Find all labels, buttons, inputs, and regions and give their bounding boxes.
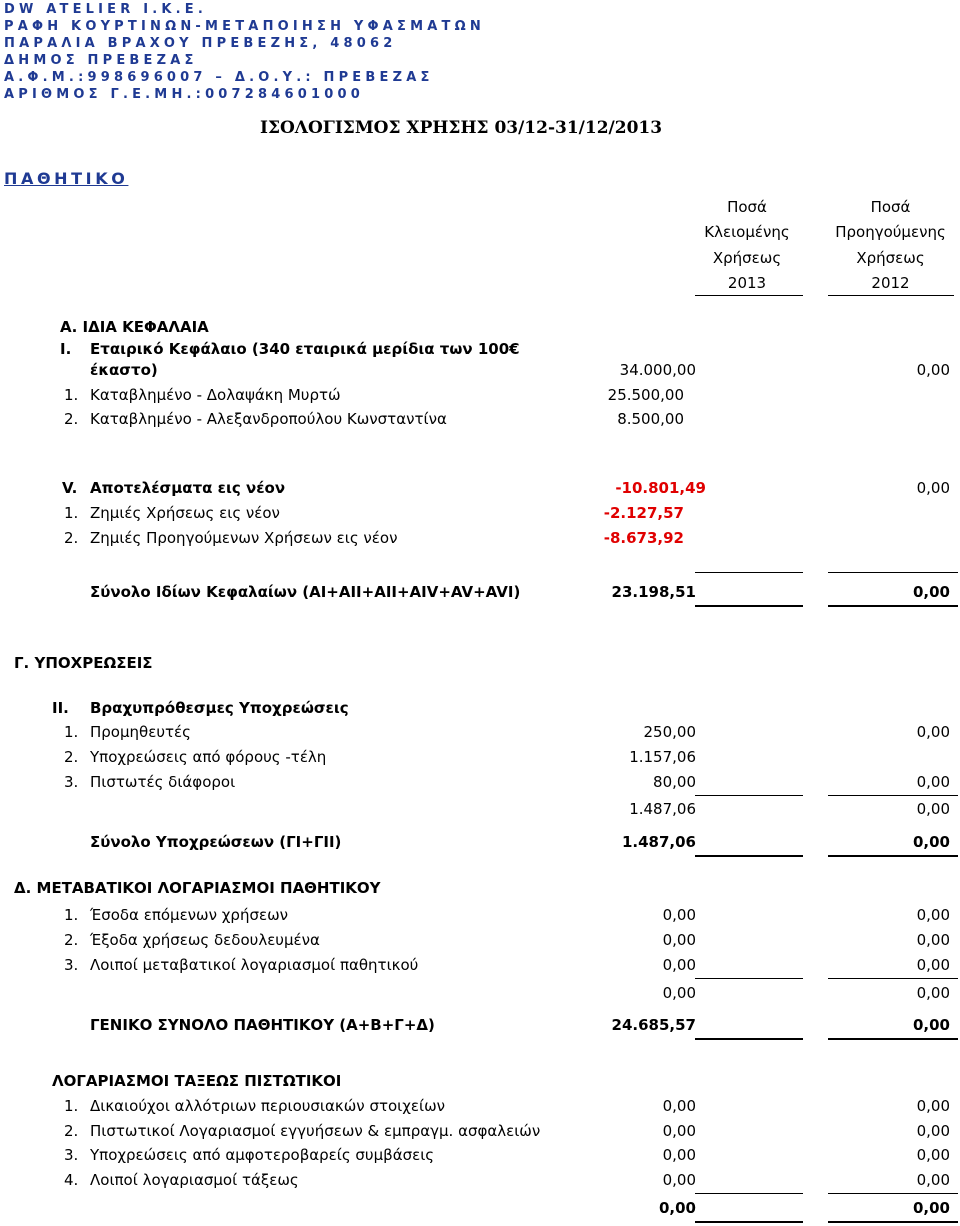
results-item-amount: -2.127,57 [603, 504, 684, 522]
memo-item-label: Πιστωτικοί Λογαριασμοί εγγυήσεων & εμπραγμ. ασφαλειών [90, 1122, 541, 1140]
section-a-heading: Α. ΙΔΙΑ ΚΕΦΑΛΑΙΑ [60, 318, 209, 336]
capital-item-amount: 8.500,00 [617, 410, 684, 428]
document-title: ΙΣΟΛΟΓΙΣΜΟΣ ΧΡΗΣΗΣ 03/12-31/12/2013 [260, 118, 663, 138]
memo-item-label: Υποχρεώσεις από αμφοτεροβαρείς συμβάσεις [90, 1146, 435, 1164]
capital-item-label: Καταβλημένο - Αλεξανδροπούλου Κωνσταντίνα [90, 410, 447, 428]
capital-label-1: Εταιρικό Κεφάλαιο (340 εταιρικά μερίδια των 100€ [90, 340, 520, 358]
side-label: ΠΑΘΗΤΙΚΟ [4, 169, 129, 188]
accrual-subtotal-topline [828, 978, 958, 979]
col-previous-line2: Προηγούμενης [835, 223, 946, 241]
liability-item-previous: 0,00 [916, 773, 950, 791]
col-previous-underline [828, 295, 954, 296]
liability-item-current: 1.157,06 [629, 748, 696, 766]
liability-subtotal-topline [828, 795, 958, 796]
results-label: Αποτελέσματα εις νέον [90, 479, 286, 497]
memo-item-num: 2. [64, 1122, 79, 1140]
accrual-item-previous: 0,00 [916, 906, 950, 924]
accrual-subtotal-topline [695, 978, 803, 979]
results-current: -10.801,49 [615, 479, 706, 497]
accrual-item-num: 3. [64, 956, 79, 974]
liabilities-total-underline [695, 855, 803, 857]
accrual-item-num: 2. [64, 931, 79, 949]
col-previous-year: 2012 [871, 274, 910, 292]
liabilities-total-previous: 0,00 [912, 833, 950, 851]
col-current-year: 2013 [727, 274, 767, 292]
company-municipality: ΔΗΜΟΣ ΠΡΕΒΕΖΑΣ [4, 53, 198, 68]
grand-total-label: ΓΕΝΙΚΟ ΣΥΝΟΛΟ ΠΑΘΗΤΙΚΟΥ (Α+Β+Γ+Δ) [90, 1016, 435, 1034]
company-gemi: ΑΡΙΘΜΟΣ Γ.Ε.ΜΗ.:007284601000 [4, 87, 365, 102]
equity-total-underline [828, 605, 958, 607]
accrual-item-current: 0,00 [662, 956, 696, 974]
results-previous: 0,00 [916, 479, 950, 497]
liabilities-total-underline [828, 855, 958, 857]
capital-item-label: Καταβλημένο - Δολαψάκη Μυρτώ [90, 386, 341, 404]
equity-total-previous: 0,00 [912, 583, 950, 601]
capital-item-num: 1. [64, 386, 79, 404]
capital-current: 34.000,00 [619, 361, 696, 379]
memo-item-previous: 0,00 [916, 1146, 950, 1164]
grand-total-underline [695, 1038, 803, 1040]
capital-previous: 0,00 [916, 361, 950, 379]
liability-subtotal-previous: 0,00 [916, 800, 950, 818]
capital-item-amount: 25.500,00 [607, 386, 684, 404]
accrual-item-label: Έσοδα επόμενων χρήσεων [90, 906, 289, 924]
company-afm: Α.Φ.Μ.:998696007 – Δ.Ο.Υ.: ΠΡΕΒΕΖΑΣ [4, 70, 434, 85]
liabilities-total-current: 1.487,06 [621, 833, 696, 851]
col-current-underline [695, 295, 803, 296]
memo-item-previous: 0,00 [916, 1171, 950, 1189]
liability-subtotal-topline [695, 795, 803, 796]
results-item-amount: -8.673,92 [603, 529, 684, 547]
memo-item-label: Δικαιούχοι αλλότριων περιουσιακών στοιχείων [90, 1097, 446, 1115]
company-name: DW ATELIER Ι.Κ.Ε. [4, 2, 207, 17]
accrual-item-previous: 0,00 [916, 931, 950, 949]
liability-item-current: 80,00 [653, 773, 696, 791]
results-item-label: Ζημιές Προηγούμενων Χρήσεων εις νέον [90, 529, 398, 547]
liability-item-current: 250,00 [643, 723, 696, 741]
memo-item-num: 4. [64, 1171, 79, 1189]
memo-item-current: 0,00 [662, 1146, 696, 1164]
results-item-num: 1. [64, 504, 79, 522]
section-d-heading: Δ. ΜΕΤΑΒΑΤΙΚΟΙ ΛΟΓΑΡΙΑΣΜΟΙ ΠΑΘΗΤΙΚΟΥ [14, 879, 381, 897]
short-term-label: Βραχυπρόθεσμες Υποχρεώσεις [90, 699, 349, 717]
capital-num: Ι. [60, 340, 72, 358]
equity-total-underline [695, 605, 803, 607]
liability-item-num: 1. [64, 723, 79, 741]
short-term-num: ΙΙ. [52, 699, 69, 717]
memo-total-current: 0,00 [658, 1199, 696, 1217]
accrual-item-num: 1. [64, 906, 79, 924]
col-previous-line3: Χρήσεως [856, 249, 925, 267]
memo-item-num: 1. [64, 1097, 79, 1115]
equity-total-label: Σύνολο Ιδίων Κεφαλαίων (ΑΙ+ΑΙΙ+ΑΙΙ+ΑΙV+AV+AVI) [90, 583, 521, 601]
accrual-subtotal-current: 0,00 [662, 984, 696, 1002]
liability-subtotal-current: 1.487,06 [629, 800, 696, 818]
results-num: V. [62, 479, 78, 497]
section-g-heading: Γ. ΥΠΟΧΡΕΩΣΕΙΣ [14, 654, 153, 672]
capital-label-2: έκαστο) [90, 361, 158, 379]
memo-total-previous: 0,00 [912, 1199, 950, 1217]
liability-item-label: Προμηθευτές [90, 723, 191, 741]
liability-item-previous: 0,00 [916, 723, 950, 741]
accrual-item-current: 0,00 [662, 931, 696, 949]
memo-total-underline [695, 1221, 803, 1223]
memo-total-underline [828, 1221, 958, 1223]
memo-item-current: 0,00 [662, 1122, 696, 1140]
liability-item-num: 2. [64, 748, 79, 766]
accrual-item-label: Λοιποί μεταβατικοί λογαριασμοί παθητικού [90, 956, 419, 974]
memo-heading: ΛΟΓΑΡΙΑΣΜΟΙ ΤΑΞΕΩΣ ΠΙΣΤΩΤΙΚΟΙ [52, 1072, 342, 1090]
memo-item-num: 3. [64, 1146, 79, 1164]
accrual-subtotal-previous: 0,00 [916, 984, 950, 1002]
col-previous-line1: Ποσά [870, 198, 911, 216]
equity-total-current: 23.198,51 [611, 583, 696, 601]
memo-item-label: Λοιποί λογαριασμοί τάξεως [90, 1171, 299, 1189]
grand-total-previous: 0,00 [912, 1016, 950, 1034]
grand-total-underline [828, 1038, 958, 1040]
results-item-num: 2. [64, 529, 79, 547]
accrual-item-label: Έξοδα χρήσεως δεδουλευμένα [90, 931, 320, 949]
liability-item-label: Υποχρεώσεις από φόρους -τέλη [90, 748, 327, 766]
memo-item-previous: 0,00 [916, 1097, 950, 1115]
accrual-item-current: 0,00 [662, 906, 696, 924]
accrual-item-previous: 0,00 [916, 956, 950, 974]
company-address: ΠΑΡΑΛΙΑ ΒΡΑΧΟΥ ΠΡΕΒΕΖΗΣ, 48062 [4, 36, 397, 51]
equity-total-topline [695, 572, 803, 573]
company-activity: ΡΑΦΗ ΚΟΥΡΤΙΝΩΝ-ΜΕΤΑΠΟΙΗΣΗ ΥΦΑΣΜΑΤΩΝ [4, 19, 485, 34]
results-item-label: Ζημιές Χρήσεως εις νέον [90, 504, 280, 522]
liabilities-total-label: Σύνολο Υποχρεώσεων (ΓΙ+ΓΙΙ) [90, 833, 342, 851]
liability-item-label: Πιστωτές διάφοροι [90, 773, 236, 791]
col-current-line3: Χρήσεως [712, 249, 782, 267]
memo-item-current: 0,00 [662, 1171, 696, 1189]
grand-total-current: 24.685,57 [611, 1016, 696, 1034]
col-current-line2: Κλειομένης [704, 223, 790, 241]
col-current-line1: Ποσά [727, 198, 767, 216]
memo-item-current: 0,00 [662, 1097, 696, 1115]
memo-item-previous: 0,00 [916, 1122, 950, 1140]
memo-total-topline [695, 1193, 803, 1194]
equity-total-topline [828, 572, 958, 573]
capital-item-num: 2. [64, 410, 79, 428]
liability-item-num: 3. [64, 773, 79, 791]
memo-total-topline [828, 1193, 958, 1194]
